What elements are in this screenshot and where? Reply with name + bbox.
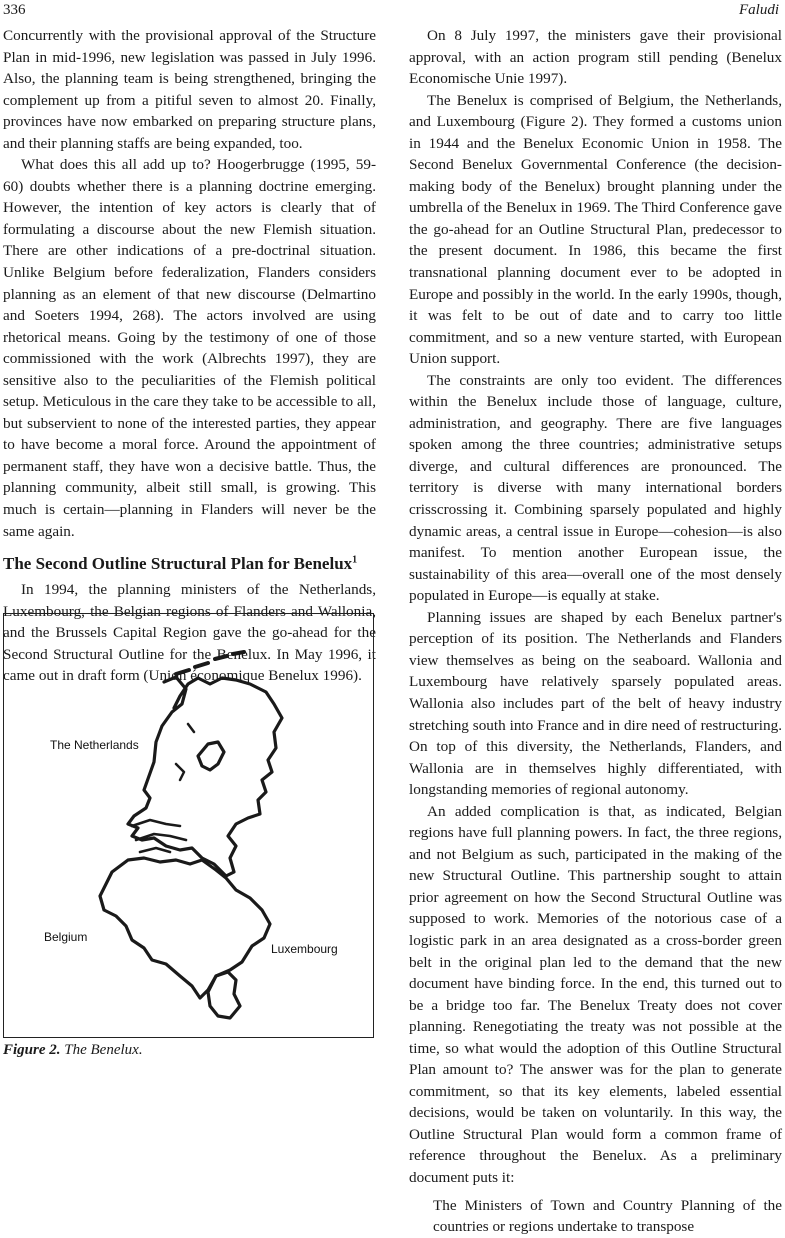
paragraph: What does this all add up to? Hoogerbrugge (1995, 59-60) doubts whether there is a planning doctrine emerging. However, the intention of key actors is clearly that of formulating a discourse about the new Flemish situation. There are other indications of a pre-doctrinal situation. Unlike Belgium before federalization, Flanders considers planning as an element of that new discourse (Delmartino and Soeters 1994, 268). The actors involved are using rhetorical means. Going by the testimony of one of those commissioned with the work (Albrechts 1997), they are sensitive also to the peculiarities of the Flemish political setup. Meticulous in the care they take to be accessible to all, but subservient to none of the interested parties, they appear to have become a moral force. Around the appointment of permanent staff, they have won a decisive battle. Thus, the planning community, albeit still small, is growing. This much is certain—planning in Flanders will never be the same again. (3, 156, 376, 540)
wadden-islands (176, 652, 244, 674)
paragraph: In 1994, the planning ministers of the Netherlands, Luxembourg, the Belgian regions of Flanders and Wallonia, and the Brussels Capital Region gave the go-ahead for the Second Structural Outline for the Benelux. In May 1996, it came out in draft form (Union économique Benelux 1996). (3, 581, 376, 685)
left-column (3, 25, 376, 687)
section-heading-text: The Second Outline Structural Plan for Benelux (3, 554, 353, 574)
paragraph: On 8 July 1997, the ministers gave their provisional approval, with an action program still pending (Benelux Economische Unie 1997). (409, 27, 782, 88)
belgium-border (100, 858, 270, 998)
page-number: 336 (3, 2, 26, 18)
figure-map-benelux (3, 613, 374, 1038)
paragraph: An added complication is that, as indicated, Belgian regions have full planning powers. In fact, the three regions, and not Belgium as such, participated in the making of the new Structural Outline. This partnership sought to attain prior agreement on how the Second Structural Outline was supposed to work. Memories of the notorious case of a logistic park in an area designated as a cross-border green belt in the original plan led to the demand that the new document have binding force. In the end, this turned out to be a bridge too far. The Benelux Treaty does not cover planning. Renegotiating the treaty was not possible at the time, so what would the adoption of this Outline Structural Plan amount to? The answer was for the plan to generate commitment, so that its key elements, labeled essential decisions, would be taken on voluntarily. In this way, the Outline Structural Plan would form a common frame of reference throughout the Benelux. As a preliminary document puts it: (409, 802, 782, 1186)
figure-caption-text: The Benelux. (64, 1042, 143, 1058)
block-quote: The Ministers of Town and Country Planning of the countries or regions undertake to transpose (433, 1196, 782, 1236)
paragraph: Planning issues are shaped by each Benelux partner's perception of its position. The Netherlands and Flanders view themselves as being on the seaboard. Wallonia and Luxembourg have relatively sparsely populated areas. Wallonia also includes part of the belt of heavy industry stretching south into France and in dire need of restructuring. On top of this diversity, the Netherlands, Flanders, and Wallonia are in themselves highly differentiated, with longstanding memories of regional autonomy. (409, 608, 782, 799)
netherlands-border (128, 677, 282, 876)
label-netherlands: The Netherlands (50, 738, 139, 752)
right-column (409, 25, 782, 1238)
benelux-map (4, 614, 373, 1037)
figure-caption (3, 1042, 143, 1059)
section-heading (3, 553, 376, 575)
inland-waters (176, 724, 194, 780)
label-belgium: Belgium (44, 930, 88, 944)
luxembourg-border (208, 972, 240, 1018)
footnote-ref: 1 (352, 554, 358, 566)
ijsselmeer (198, 742, 224, 770)
paragraph: Concurrently with the provisional approval of the Structure Plan in mid-1996, new legislation was passed in July 1996. Also, the planning team is being strengthened, bringing the complement up from a pitiful seven to almost 20. Finally, provinces have now embarked on preparing structure plans, and their planning staffs are being expanded, too. (3, 27, 376, 152)
label-luxembourg: Luxembourg (271, 942, 338, 956)
running-header-author: Faludi (739, 2, 779, 18)
figure-caption-label: Figure 2. (3, 1042, 61, 1058)
delta-waters (132, 820, 186, 852)
paragraph: The Benelux is comprised of Belgium, the Netherlands, and Luxembourg (Figure 2). They formed a customs union in 1944 and the Benelux Economic Union in 1958. The Second Benelux Governmental Conference (the decision-making body of the Benelux) brought planning under the umbrella of the Benelux in 1969. The Third Conference gave the go-ahead for an Outline Structural Plan, predecessor to the present document. In 1986, this became the first transnational planning document ever to be adopted in Europe and possibly in the world. In the early 1990s, though, it was felt to be out of date and to carry too little commitment, and so a new venture started, with European Union support. (409, 91, 782, 368)
paragraph: The constraints are only too evident. The differences within the Benelux include those of language, culture, administration, and geography. There are five languages spoken among the three countries; administrative setups diverge, and cultural differences are pronounced. The territory is diverse with many international borders crisscrossing it. Combining sparsely populated and highly dynamic areas, a central issue in Europe—cohesion—is also manifest. To mention another European issue, the sustainability of this area—overall one of the most densely populated in Europe—is equally at stake. (409, 371, 782, 605)
